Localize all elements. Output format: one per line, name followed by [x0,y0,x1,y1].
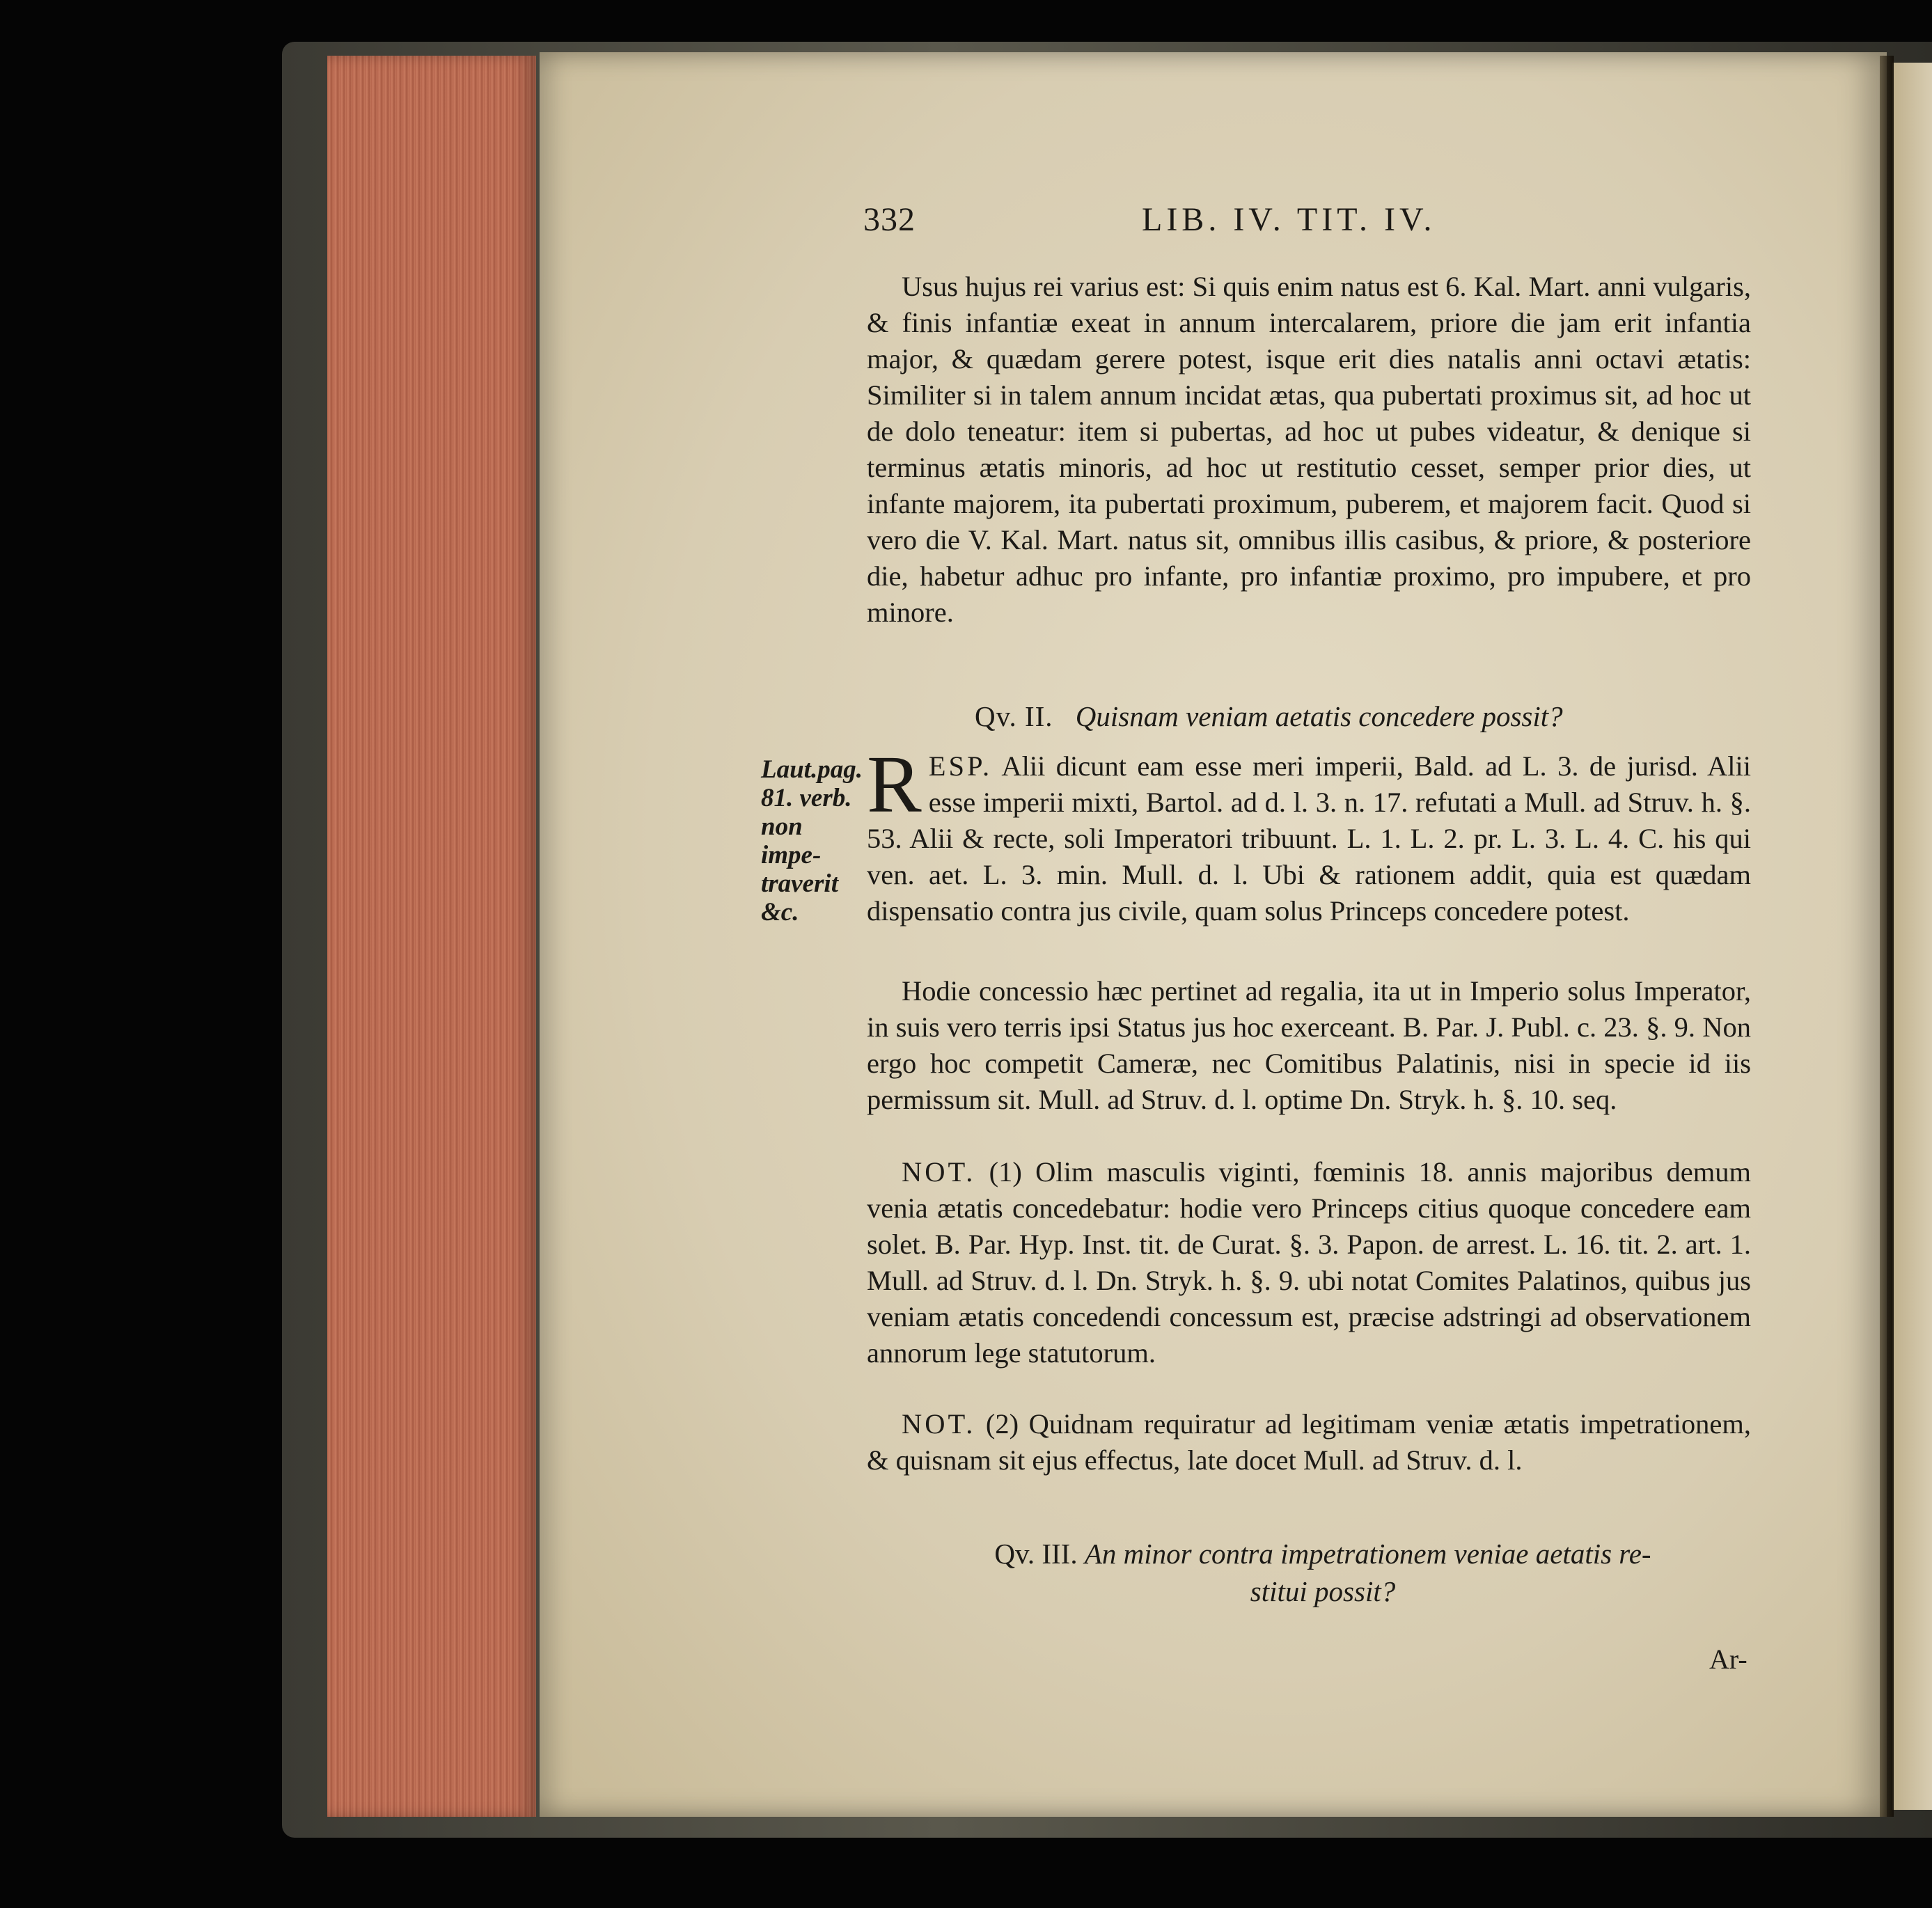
paragraph-usus: Usus hujus rei varius est: Si quis enim natus est 6. Kal. Mart. anni vulgaris, & finis infantiæ exeat in annum intercalarem, priore die jam erit infantia major, & quædam gerere potest, isque erit dies natalis anni octavi ætatis: Similiter si in talem annum incidat ætas, qua pubertati proximus sit, ad hoc ut de dolo teneatur: item si pubertas, ad hoc ut pubes videatur, & denique si terminus ætatis minoris, ad hoc ut restitutio cesset, semper prior dies, ut infante majorem, ita pubertati proximum, puberem, et majorem facit. Quod si vero die V. Kal. Mart. natus sit, omnibus illis casibus, & priore, & posteriore die, habetur adhuc pro infante, pro infantiæ proximo, pro impubere, et pro minore. [867,271,1751,628]
question-title-line2: stitui possit? [1250,1575,1396,1607]
margin-note-line: traverit [761,869,838,898]
drop-capital: R [867,739,922,830]
question-heading-2 [975,700,1810,733]
margin-note-line: &c. [761,898,799,927]
margin-note-line: 81. verb. [761,784,852,812]
margin-note [761,755,865,927]
margin-note-line: non impe- [761,812,822,869]
running-head: LIB. IV. TIT. IV. [1142,201,1436,238]
question-number: Qv. II. [975,700,1053,732]
question-title: Quisnam veniam aetatis concedere possit? [1075,700,1563,732]
question-title-line1: An minor contra impetrationem veniae aetatis re- [1084,1538,1651,1570]
note-lead: NOT. [902,1156,976,1188]
note-lead: NOT. [902,1408,976,1440]
book-gutter [1880,56,1894,1817]
page-number: 332 [863,201,916,238]
resp-text: Alii dicunt eam esse meri imperii, Bald. ad L. 3. de jurisd. Alii esse imperii mixti, Bartol. ad d. l. 3. n. 17. refutati a Mull. ad Struv. h. §. 53. Alii & recte, soli Imperatori tribuunt. L. 1. L. 2. pr. L. 3. L. 4. C. his qui ven. aet. L. 3. min. Mull. d. l. Ubi & rationem addit, quia est quædam dispensatio contra jus civile, quam solus Princeps concedere potest. [867,750,1752,927]
catchword: Ar- [1709,1643,1748,1675]
paragraph-resp [867,739,1752,929]
paragraph-hodie: Hodie concessio hæc pertinet ad regalia, ita ut in Imperio solus Imperator, in suis vero terris ipsi Status jus hoc exerceant. B. Par. J. Publ. c. 23. §. 9. Non ergo hoc competit Cameræ, nec Comitibus Palatinis, nisi in specie id iis permissum sit. Mull. ad Struv. d. l. optime Dn. Stryk. h. §. 10. seq. [867,975,1751,1115]
facing-page-edge [1892,63,1932,1810]
margin-note-line: Laut.pag. [761,755,863,784]
question-heading-3 [905,1535,1741,1610]
note-text: (2) Quidnam requiratur ad legitimam veniæ ætatis impetrationem, & quisnam sit ejus effectus, late docet Mull. ad Struv. d. l. [867,1408,1752,1476]
note-1 [867,1154,1751,1371]
note-2 [867,1406,1751,1479]
page-edges [327,56,536,1817]
question-number: Qv. III. [994,1538,1078,1570]
note-text: (1) Olim masculis viginti, fœminis 18. annis majoribus demum venia ætatis concedebatur: hodie vero Princeps citius quoque concedere eam solet. B. Par. Hyp. Inst. tit. de Curat. §. 3. Papon. de arrest. L. 16. tit. 2. art. 1. Mull. ad Struv. d. l. Dn. Stryk. h. §. 9. ubi notat Comites Palatinos, quibus jus veniam ætatis concedendi concessum est, præcise adstringi ad observationem annorum lege statutorum. [867,1156,1752,1369]
resp-lead: ESP. [928,750,993,782]
